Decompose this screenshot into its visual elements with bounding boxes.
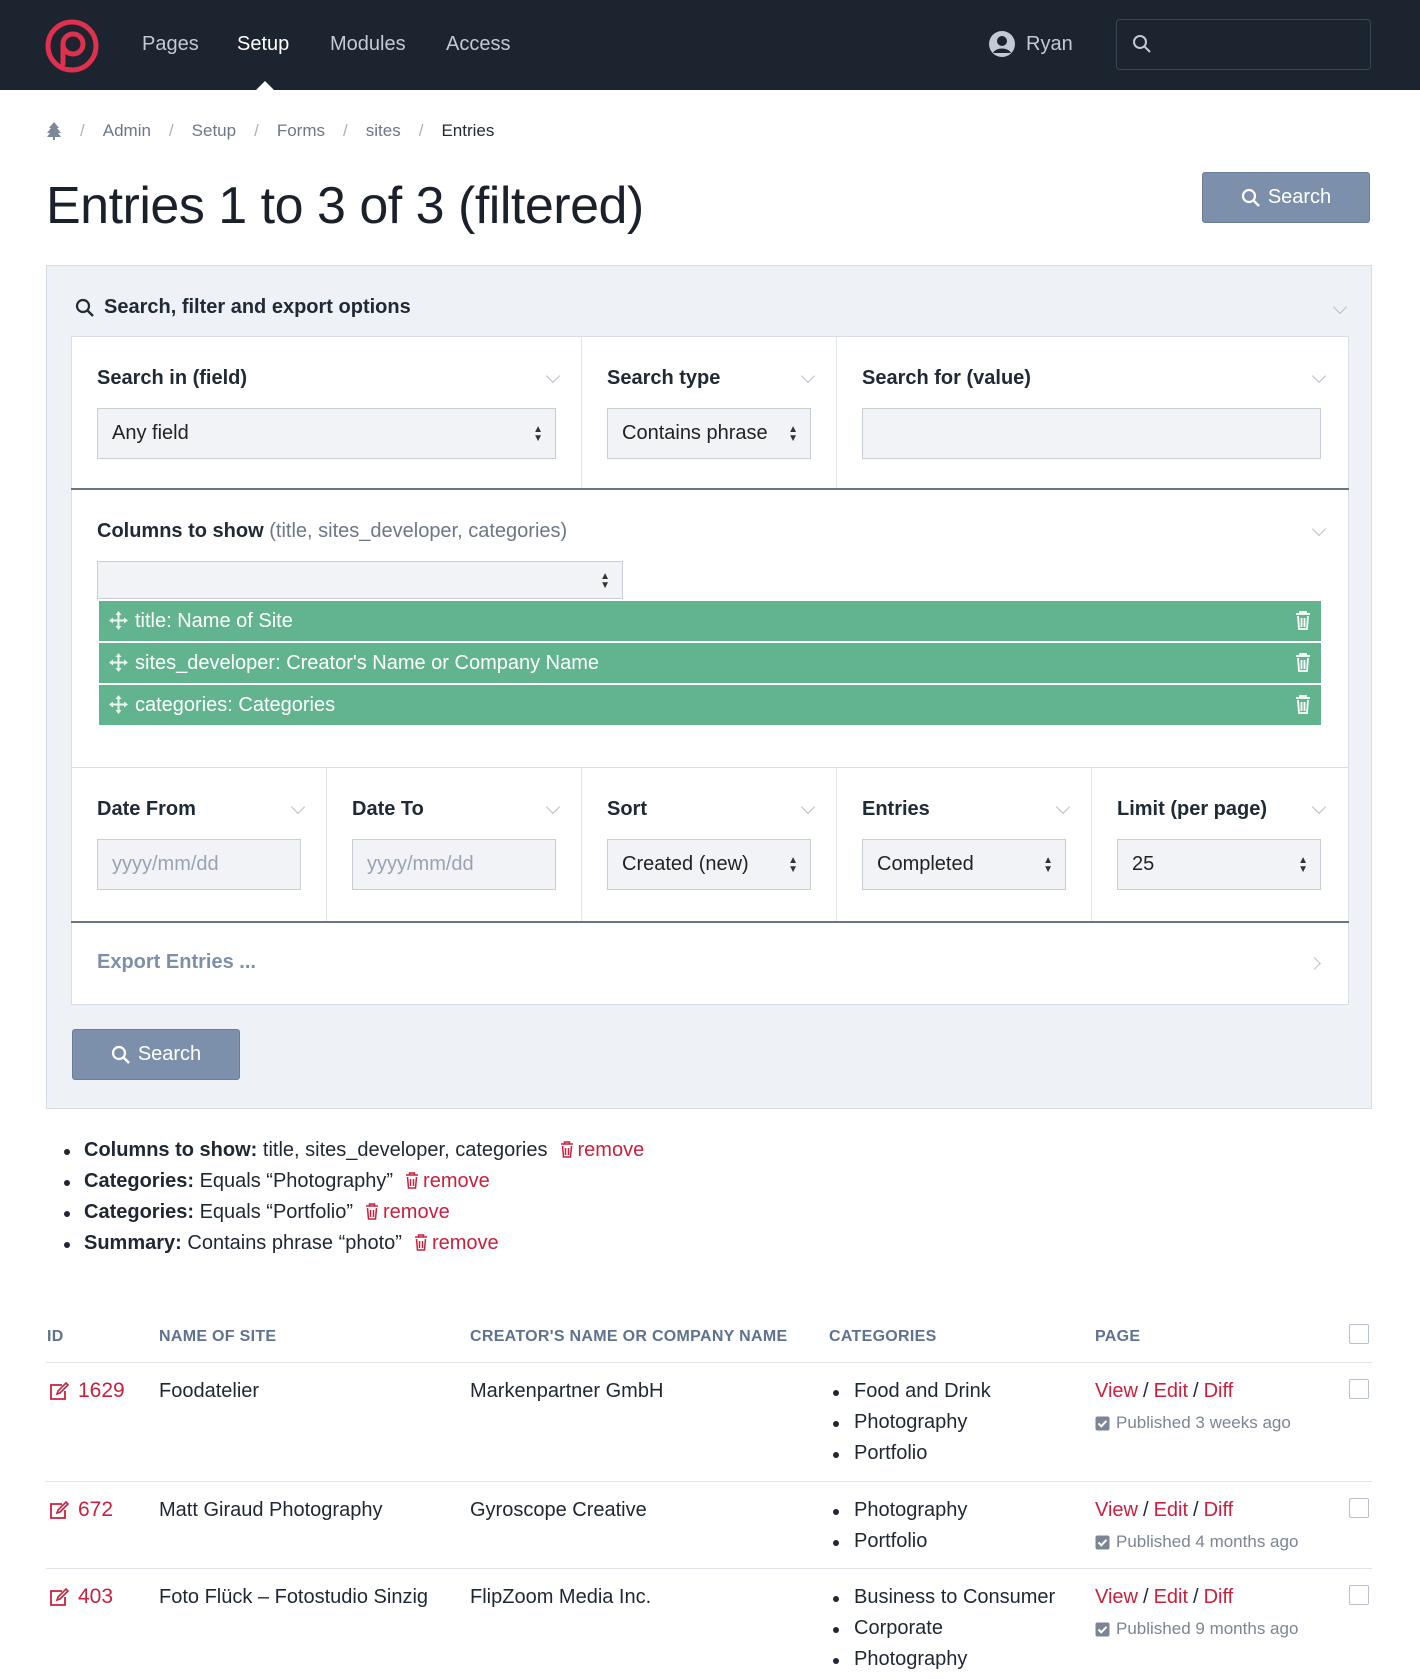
chevron-down-icon[interactable] — [546, 800, 560, 814]
search-for-cell — [837, 337, 1348, 489]
category-item: Photography — [829, 1499, 967, 1530]
category-item: Business to Consumer — [829, 1586, 1055, 1617]
column-header-categories[interactable]: CATEGORIES — [829, 1328, 937, 1345]
entry-id: 1629 — [78, 1379, 125, 1402]
active-filters-list — [62, 1139, 644, 1263]
category-item: Photography — [829, 1648, 1055, 1679]
link-separator: / — [1143, 1499, 1149, 1521]
limit-cell — [1092, 768, 1348, 922]
filter-value: Equals “Photography” — [199, 1170, 394, 1192]
breadcrumb-forms[interactable]: Forms — [276, 121, 325, 140]
move-icon[interactable] — [108, 652, 129, 673]
search-icon — [1241, 188, 1261, 208]
trash-icon[interactable] — [1295, 695, 1311, 714]
column-item[interactable] — [99, 685, 1321, 725]
column-header-id[interactable]: ID — [47, 1328, 64, 1345]
nav-pages[interactable]: Pages — [142, 33, 199, 55]
column-item-label: sites_developer: Creator's Name or Company Name — [135, 651, 600, 674]
select-arrows-icon: ▲ ▼ — [788, 855, 798, 875]
edit-icon — [49, 1588, 70, 1607]
sort-cell — [582, 768, 837, 922]
export-entries-section[interactable] — [71, 923, 1349, 1005]
category-item: Food and Drink — [829, 1380, 991, 1411]
limit-select[interactable] — [1117, 839, 1321, 890]
column-header-page[interactable]: PAGE — [1095, 1328, 1141, 1345]
sort-select[interactable] — [607, 839, 811, 890]
breadcrumb — [46, 121, 494, 141]
categories-list — [829, 1586, 1055, 1679]
row-divider — [46, 1481, 1372, 1482]
publish-status — [1095, 1532, 1298, 1552]
entries-label: Entries — [862, 798, 930, 820]
creator-name: FlipZoom Media Inc. — [470, 1586, 652, 1608]
search-icon — [1132, 34, 1152, 54]
filter-key: Columns to show: — [84, 1139, 258, 1161]
row-divider — [46, 1568, 1372, 1569]
panel-search-label: Search — [137, 1043, 202, 1065]
active-nav-caret — [256, 81, 274, 90]
search-icon — [75, 298, 95, 318]
select-arrows-icon: ▲ ▼ — [788, 424, 798, 444]
link-separator: / — [1143, 1380, 1149, 1402]
filter-value: title, sites_developer, categories — [262, 1139, 548, 1161]
column-item[interactable] — [99, 601, 1321, 641]
chevron-down-icon[interactable] — [291, 800, 305, 814]
edit-entry-id-link[interactable] — [49, 1585, 113, 1609]
breadcrumb-separator: / — [254, 121, 259, 140]
site-name: Foto Flück – Fotostudio Sinzig — [159, 1586, 429, 1608]
filter-key: Summary: — [84, 1232, 182, 1254]
column-item-label: title: Name of Site — [135, 609, 293, 632]
checkbox-checked-icon — [1095, 1535, 1110, 1550]
select-arrows-icon: ▲ ▼ — [1298, 855, 1308, 875]
diff-link[interactable]: Diff — [1203, 1499, 1234, 1521]
active-filter — [62, 1232, 644, 1263]
chevron-down-icon[interactable] — [1312, 522, 1326, 536]
search-for-label: Search for (value) — [862, 367, 1031, 389]
breadcrumb-separator: / — [168, 121, 174, 140]
select-arrows-icon: ▲ ▼ — [600, 571, 610, 591]
trash-icon — [365, 1203, 379, 1220]
breadcrumb-entries: Entries — [441, 121, 495, 140]
filter-value: Equals “Portfolio” — [199, 1201, 353, 1223]
link-separator: / — [1193, 1499, 1199, 1521]
top-navbar — [0, 0, 1420, 90]
category-item: Corporate — [829, 1617, 1055, 1648]
entry-id: 403 — [78, 1585, 114, 1608]
checkbox-checked-icon — [1095, 1416, 1110, 1431]
breadcrumb-setup[interactable]: Setup — [191, 121, 237, 140]
chevron-down-icon[interactable] — [546, 369, 560, 383]
remove-label: remove — [431, 1232, 499, 1254]
select-all-checkbox[interactable] — [1349, 1324, 1369, 1344]
categories-list — [829, 1380, 991, 1473]
panel-header[interactable] — [75, 296, 411, 319]
search-in-select[interactable] — [97, 408, 556, 459]
breadcrumb-sites[interactable]: sites — [365, 121, 401, 140]
chevron-right-icon[interactable] — [1308, 957, 1321, 970]
link-separator: / — [1193, 1586, 1199, 1608]
move-icon[interactable] — [108, 610, 129, 631]
edit-icon — [49, 1501, 70, 1520]
link-separator: / — [1143, 1586, 1149, 1608]
active-filter — [62, 1139, 644, 1170]
remove-label: remove — [383, 1201, 450, 1223]
sort-label: Sort — [607, 798, 647, 820]
breadcrumb-admin[interactable]: Admin — [102, 121, 151, 140]
page-links — [1095, 1499, 1233, 1522]
category-item: Photography — [829, 1411, 991, 1442]
column-item-label: categories: Categories — [135, 693, 336, 716]
header-search-button[interactable] — [1202, 172, 1370, 223]
category-item: Portfolio — [829, 1442, 991, 1473]
edit-icon — [49, 1382, 70, 1401]
active-filter — [62, 1170, 644, 1201]
view-link[interactable]: View — [1095, 1380, 1138, 1402]
nav-access[interactable]: Access — [446, 33, 511, 55]
row-select-checkbox[interactable] — [1349, 1585, 1369, 1605]
publish-status — [1095, 1619, 1298, 1639]
site-name: Matt Giraud Photography — [159, 1499, 383, 1521]
tree-home-icon[interactable] — [46, 122, 62, 140]
limit-value: 25 — [1132, 853, 1155, 875]
search-in-label: Search in (field) — [97, 367, 248, 389]
panel-title: Search, filter and export options — [104, 296, 411, 318]
page-links — [1095, 1586, 1233, 1609]
date-to-label: Date To — [352, 798, 424, 820]
row-divider — [46, 1362, 1372, 1363]
publish-status-text: Published 4 months ago — [1116, 1532, 1299, 1551]
date-from-input[interactable]: yyyy/mm/dd — [97, 839, 301, 890]
column-item[interactable] — [99, 643, 1321, 683]
edit-entry-id-link[interactable] — [49, 1498, 113, 1522]
search-fields-row — [71, 336, 1349, 490]
remove-filter-link[interactable] — [560, 1139, 645, 1161]
search-filter-panel — [46, 265, 1372, 1109]
header-search-label: Search — [1267, 186, 1332, 208]
edit-entry-id-link[interactable] — [49, 1379, 125, 1403]
trash-icon — [414, 1234, 428, 1251]
user-name: Ryan — [1026, 32, 1073, 55]
entries-cell — [837, 768, 1092, 922]
filter-key: Categories: — [84, 1201, 195, 1223]
top-search-input[interactable] — [1116, 19, 1371, 70]
nav-setup[interactable]: Setup — [237, 33, 290, 55]
view-link[interactable]: View — [1095, 1586, 1138, 1608]
remove-label: remove — [423, 1170, 490, 1192]
chevron-down-icon[interactable] — [1312, 369, 1326, 383]
remove-filter-link[interactable] — [365, 1201, 450, 1223]
breadcrumb-separator: / — [343, 121, 348, 140]
creator-name: Gyroscope Creative — [470, 1499, 647, 1521]
remove-label: remove — [577, 1139, 645, 1161]
entries-value: Completed — [877, 853, 974, 875]
search-type-label: Search type — [607, 367, 721, 389]
columns-hint: (title, sites_developer, categories) — [269, 520, 568, 542]
trash-icon[interactable] — [1295, 653, 1311, 672]
entry-id: 672 — [78, 1498, 114, 1521]
trash-icon[interactable] — [1295, 611, 1311, 630]
breadcrumb-separator: / — [418, 121, 424, 140]
search-for-input[interactable] — [862, 408, 1321, 459]
user-menu[interactable] — [988, 30, 1073, 58]
chevron-down-icon[interactable] — [1312, 800, 1326, 814]
view-link[interactable]: View — [1095, 1499, 1138, 1521]
publish-status-text: Published 3 weeks ago — [1116, 1413, 1291, 1432]
date-sort-row — [71, 767, 1349, 923]
edit-link[interactable]: Edit — [1153, 1380, 1189, 1402]
page-links — [1095, 1380, 1233, 1403]
export-entries-label[interactable]: Export Entries ... — [97, 951, 256, 973]
edit-link[interactable]: Edit — [1153, 1499, 1189, 1521]
checkbox-checked-icon — [1095, 1622, 1110, 1637]
edit-link[interactable]: Edit — [1153, 1586, 1189, 1608]
column-header-creator[interactable]: CREATOR'S NAME OR COMPANY NAME — [470, 1328, 788, 1345]
site-name: Foodatelier — [159, 1380, 260, 1402]
link-separator: / — [1193, 1380, 1199, 1402]
search-in-value: Any field — [112, 422, 189, 444]
move-icon[interactable] — [108, 694, 129, 715]
publish-status — [1095, 1413, 1291, 1433]
page-title: Entries 1 to 3 of 3 (filtered) — [46, 177, 644, 235]
panel-search-button[interactable] — [72, 1029, 240, 1080]
categories-list — [829, 1499, 967, 1561]
limit-label: Limit (per page) — [1117, 798, 1268, 820]
diff-link[interactable]: Diff — [1203, 1586, 1234, 1608]
search-icon — [111, 1045, 131, 1065]
entries-select[interactable] — [862, 839, 1066, 890]
filter-value: Contains phrase “photo” — [187, 1232, 402, 1254]
column-header-name[interactable]: NAME OF SITE — [159, 1328, 277, 1345]
chevron-down-icon[interactable] — [801, 800, 815, 814]
nav-modules[interactable]: Modules — [330, 33, 406, 55]
search-in-field-cell — [72, 337, 582, 489]
select-arrows-icon: ▲ ▼ — [533, 424, 543, 444]
search-type-value: Contains phrase — [622, 422, 768, 444]
date-to-input[interactable]: yyyy/mm/dd — [352, 839, 556, 890]
date-from-cell — [72, 768, 327, 922]
columns-label-line — [97, 520, 567, 543]
filter-key: Categories: — [84, 1170, 195, 1192]
diff-link[interactable]: Diff — [1203, 1380, 1234, 1402]
category-item: Portfolio — [829, 1530, 967, 1561]
remove-filter-link[interactable] — [414, 1232, 499, 1254]
search-type-cell — [582, 337, 837, 489]
search-type-select[interactable] — [607, 408, 811, 459]
date-to-cell — [327, 768, 582, 922]
user-avatar-icon — [988, 30, 1016, 58]
row-select-checkbox[interactable] — [1349, 1498, 1369, 1518]
columns-label: Columns to show — [97, 520, 264, 542]
row-select-checkbox[interactable] — [1349, 1379, 1369, 1399]
chevron-down-icon[interactable] — [801, 369, 815, 383]
panel-chevron-down-icon[interactable] — [1333, 300, 1347, 314]
trash-icon — [405, 1172, 419, 1189]
trash-icon — [560, 1141, 574, 1158]
breadcrumb-separator: / — [80, 121, 85, 140]
select-arrows-icon: ▲ ▼ — [1043, 855, 1053, 875]
creator-name: Markenpartner GmbH — [470, 1380, 664, 1402]
add-column-select[interactable] — [97, 561, 623, 599]
publish-status-text: Published 9 months ago — [1116, 1619, 1299, 1638]
active-filter — [62, 1201, 644, 1232]
date-from-label: Date From — [97, 798, 196, 820]
remove-filter-link[interactable] — [405, 1170, 490, 1192]
sort-value: Created (new) — [622, 853, 749, 875]
processwire-logo[interactable] — [44, 18, 100, 74]
chevron-down-icon[interactable] — [1056, 800, 1070, 814]
